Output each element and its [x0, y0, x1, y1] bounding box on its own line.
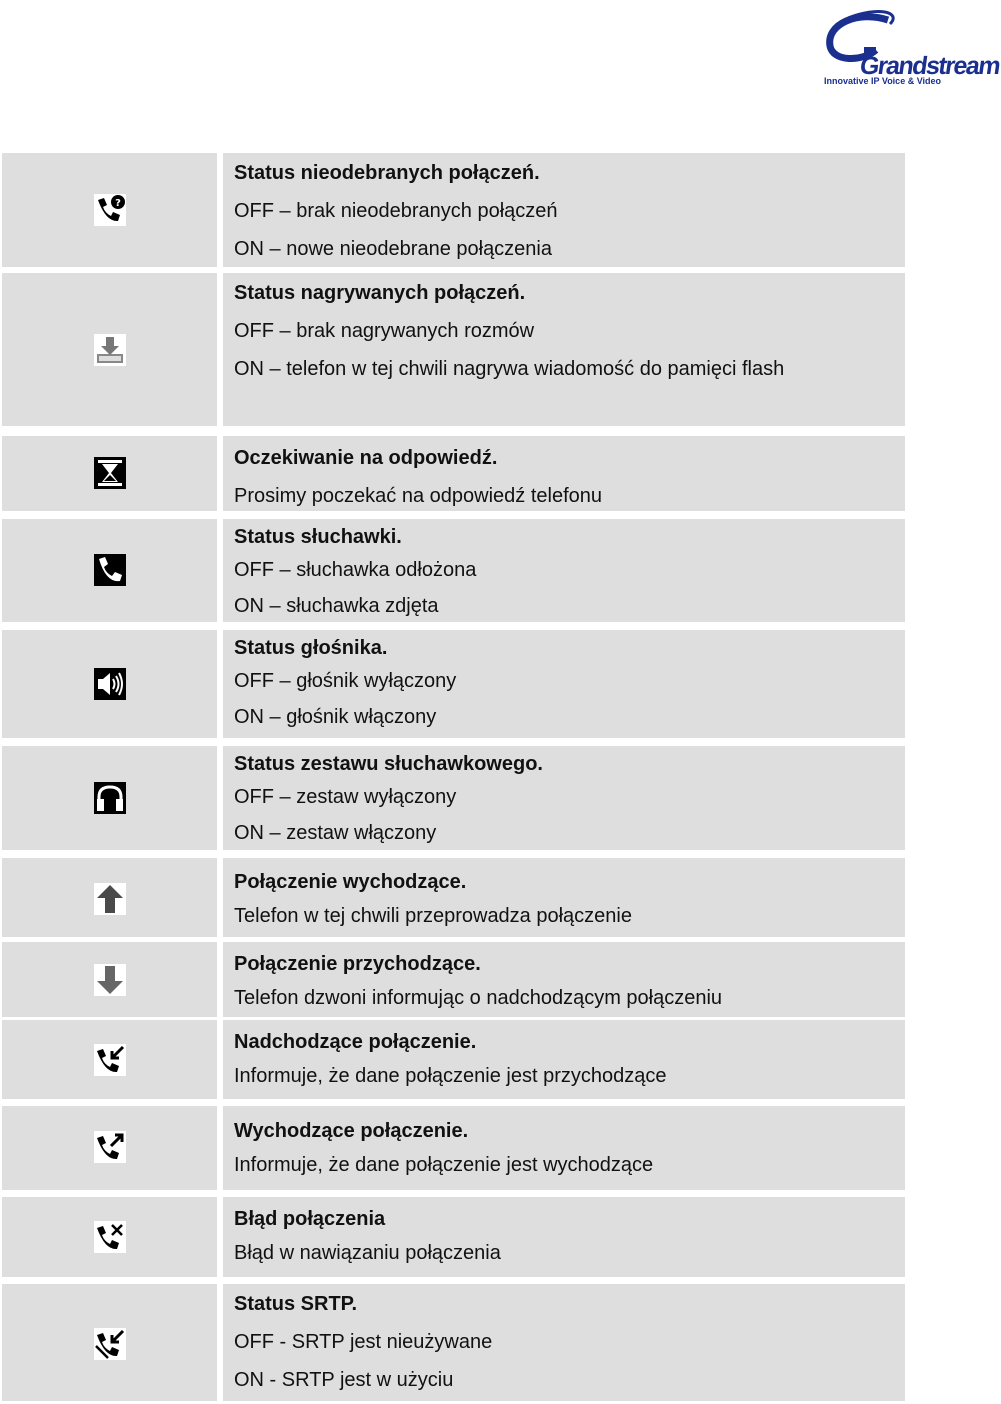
table-row — [0, 858, 907, 937]
icon-cell — [2, 519, 217, 622]
row-title: Połączenie przychodzące. — [234, 953, 481, 975]
table-row — [0, 519, 907, 622]
row-line: Telefon dzwoni informując o nadchodzącym połączeniu — [234, 987, 723, 1009]
row-line: ON – głośnik włączony — [234, 706, 437, 728]
icon-cell — [2, 1106, 217, 1190]
headset-icon — [94, 782, 126, 814]
row-line: Prosimy poczekać na odpowiedź telefonu — [234, 485, 602, 507]
table-row — [0, 1106, 907, 1190]
text-cell — [223, 630, 905, 738]
row-title: Status zestawu słuchawkowego. — [234, 753, 543, 775]
row-line: ON – słuchawka zdjęta — [234, 595, 439, 617]
hourglass-icon — [94, 457, 126, 489]
incoming-call-icon — [94, 1044, 126, 1076]
row-line: Telefon w tej chwili przeprowadza połączenie — [234, 905, 632, 927]
row-line: ON – nowe nieodebrane połączenia — [234, 238, 552, 260]
row-title: Błąd połączenia — [234, 1208, 386, 1230]
recording-icon — [94, 334, 126, 366]
row-title: Status SRTP. — [234, 1293, 357, 1315]
missed-call-icon — [94, 194, 126, 226]
row-line: Informuje, że dane połączenie jest wychodzące — [234, 1154, 654, 1176]
row-title: Połączenie wychodzące. — [234, 871, 467, 893]
text-cell — [223, 1020, 905, 1099]
arrow-up-icon — [94, 883, 126, 915]
row-line: ON – telefon w tej chwili nagrywa wiadomość do pamięci flash — [234, 358, 785, 380]
logo-tagline: Innovative IP Voice & Video — [824, 76, 942, 86]
table-row — [0, 1284, 907, 1401]
grandstream-logo — [818, 10, 1001, 88]
svg-text:?: ? — [115, 198, 121, 209]
table-row — [0, 746, 907, 850]
text-cell — [223, 1284, 905, 1401]
srtp-icon — [94, 1328, 126, 1360]
table-row — [0, 630, 907, 738]
text-cell — [223, 153, 905, 267]
text-cell — [223, 858, 905, 937]
row-title: Status głośnika. — [234, 637, 388, 659]
arrow-down-icon — [94, 964, 126, 996]
table-row — [0, 1020, 907, 1099]
call-error-icon — [94, 1221, 126, 1253]
row-title: Nadchodzące połączenie. — [234, 1031, 477, 1053]
row-line: OFF - SRTP jest nieużywane — [234, 1331, 493, 1353]
table-row — [0, 436, 907, 511]
handset-icon — [94, 554, 126, 586]
text-cell — [223, 519, 905, 622]
row-line: Informuje, że dane połączenie jest przychodzące — [234, 1065, 667, 1087]
icon-cell — [2, 436, 217, 511]
text-cell — [223, 1197, 905, 1277]
text-cell — [223, 942, 905, 1017]
row-title: Status słuchawki. — [234, 526, 402, 548]
table-row — [0, 153, 907, 267]
icon-cell — [2, 942, 217, 1017]
icon-cell — [2, 1197, 217, 1277]
row-line: OFF – słuchawka odłożona — [234, 559, 477, 581]
outgoing-call-icon — [94, 1131, 126, 1163]
row-line: ON - SRTP jest w użyciu — [234, 1369, 454, 1391]
row-line: OFF – głośnik wyłączony — [234, 670, 457, 692]
row-title: Status nagrywanych połączeń. — [234, 282, 526, 304]
row-title: Wychodzące połączenie. — [234, 1120, 469, 1142]
text-cell — [223, 746, 905, 850]
row-title: Oczekiwanie na odpowiedź. — [234, 447, 498, 469]
table-row — [0, 1197, 907, 1277]
row-line: OFF – zestaw wyłączony — [234, 786, 457, 808]
icon-cell — [2, 273, 217, 426]
speaker-icon — [94, 668, 126, 700]
row-title: Status nieodebranych połączeń. — [234, 162, 540, 184]
table-row — [0, 273, 907, 426]
icon-cell — [2, 1284, 217, 1401]
text-cell — [223, 436, 905, 511]
row-line: OFF – brak nagrywanych rozmów — [234, 320, 535, 342]
logo-wordmark: Grandstream — [858, 52, 1001, 80]
icon-cell — [2, 746, 217, 850]
row-line: Błąd w nawiązaniu połączenia — [234, 1242, 501, 1264]
icon-cell — [2, 153, 217, 267]
icon-cell — [2, 1020, 217, 1099]
text-cell — [223, 273, 905, 426]
icon-cell — [2, 858, 217, 937]
icon-cell — [2, 630, 217, 738]
row-line: OFF – brak nieodebranych połączeń — [234, 200, 558, 222]
table-row — [0, 942, 907, 1017]
row-line: ON – zestaw włączony — [234, 822, 437, 844]
text-cell — [223, 1106, 905, 1190]
